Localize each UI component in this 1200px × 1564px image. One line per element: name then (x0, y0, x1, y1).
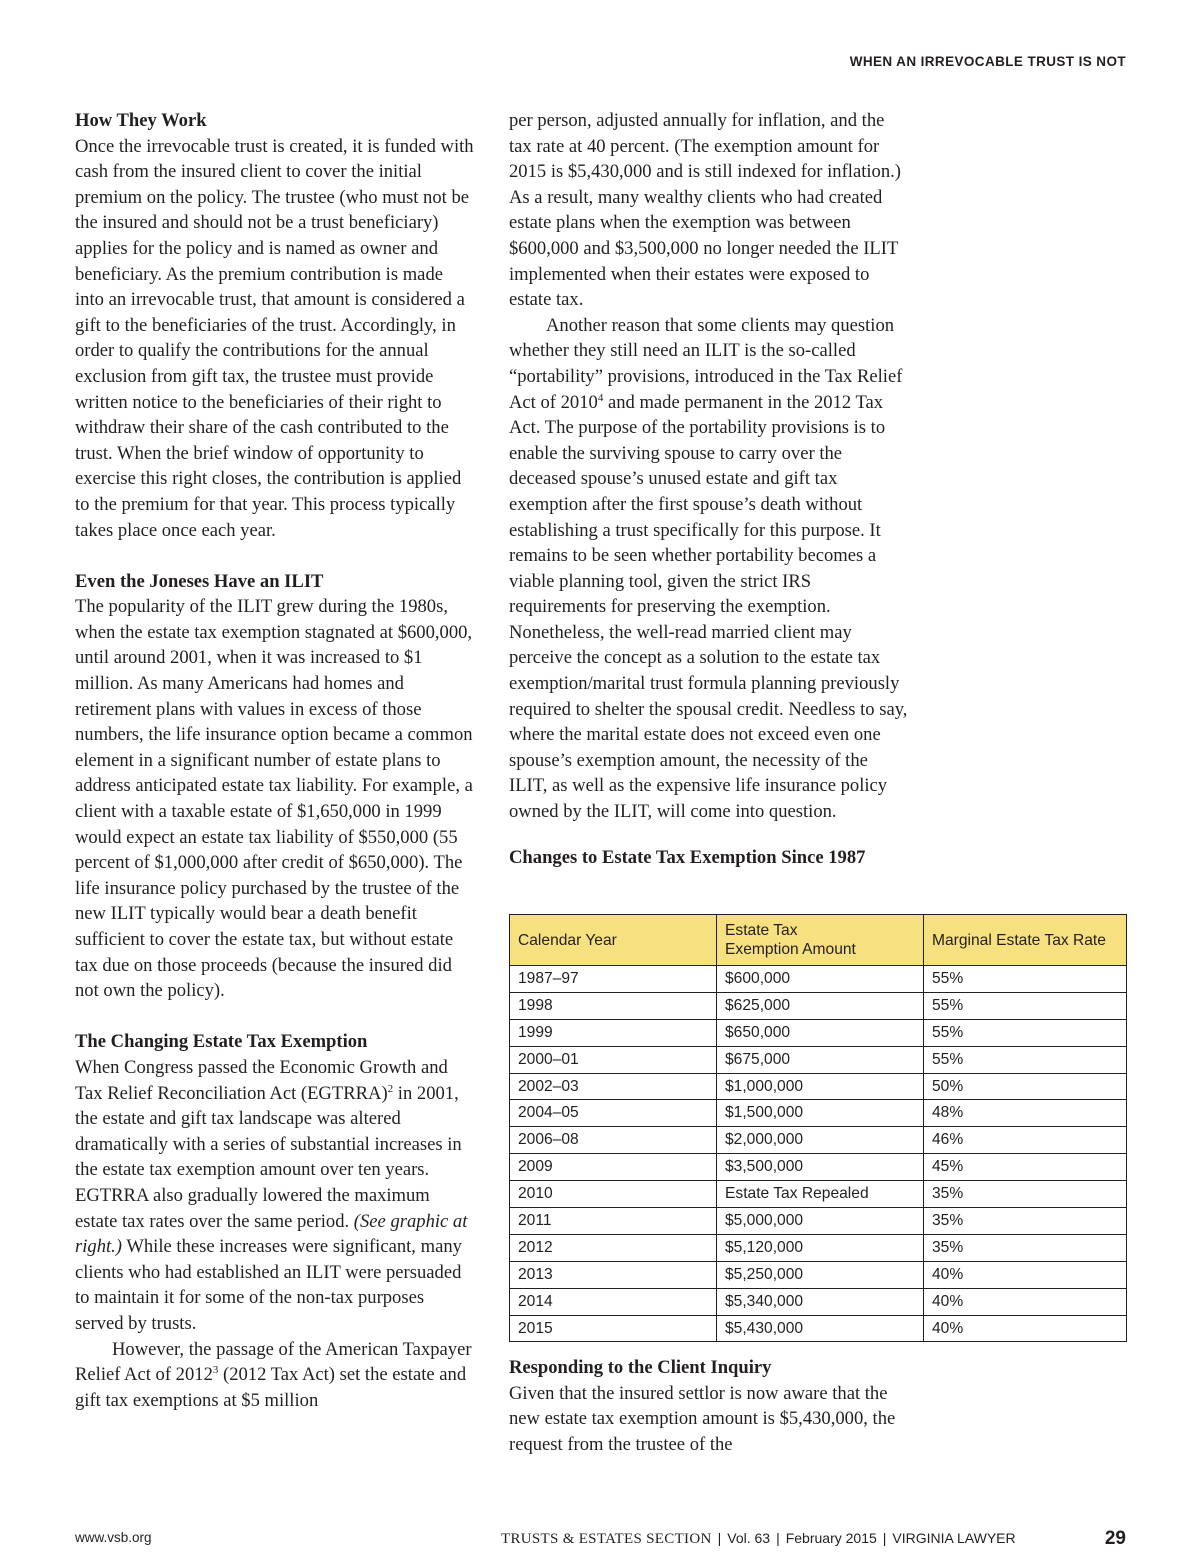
table-header-row (510, 915, 1127, 966)
header-exemption-amount (717, 915, 924, 966)
cell-exemption: $5,340,000 (717, 1288, 924, 1315)
table-row (510, 1234, 1127, 1261)
cell-exemption: $2,000,000 (717, 1127, 924, 1154)
header-calendar-year: Calendar Year (510, 915, 717, 966)
cell-year: 2009 (510, 1154, 717, 1181)
cell-exemption: $5,250,000 (717, 1261, 924, 1288)
cell-year: 2013 (510, 1261, 717, 1288)
cell-exemption: $1,000,000 (717, 1073, 924, 1100)
header-tax-rate: Marginal Estate Tax Rate (924, 915, 1127, 966)
table-row (510, 1127, 1127, 1154)
cell-rate: 40% (924, 1261, 1127, 1288)
cell-exemption: $5,120,000 (717, 1234, 924, 1261)
footnote-ref-2[interactable]: 2 (387, 1082, 394, 1095)
cell-year: 2010 (510, 1181, 717, 1208)
footer-info: TRUSTS & ESTATES SECTION | Vol. 63 | February 2015 | VIRGINIA LAWYER (501, 1530, 1016, 1547)
cell-year: 2011 (510, 1208, 717, 1235)
cell-exemption: $600,000 (717, 966, 924, 993)
cell-rate: 55% (924, 992, 1127, 1019)
footer-date: February 2015 (785, 1530, 877, 1546)
footnote-ref-3[interactable]: 3 (212, 1364, 219, 1377)
table-row (510, 1208, 1127, 1235)
footer-publication: VIRGINIA LAWYER (892, 1530, 1016, 1546)
paragraph-portability: Another reason that some clients may question whether they still need an ILIT is the so-called “portability” provisions, introduced in the Tax Relief Act of 2010$^4$ and made permanent in the 2012 Tax Act. The purpose of the portability provisions is to enable the surviving spouse to carry over the deceased spouse’s unused estate and gift tax exemption after the first spouse’s death without establishing a trust specifically for this purpose. It remains to be seen whether portability becomes a viable planning tool, given the strict IRS requirements for preserving the exemption. Nonetheless, the well-read married client may perceive the concept as a solution to the estate tax exemption/marital trust formula planning previously required to shelter the spousal credit. Needless to say, where the marital estate does not exceed even one spouse’s exemption amount, the necessity of the ILIT, as well as the expensive life insurance policy owned by the ILIT, will come into question. (509, 314, 908, 823)
paragraph-2012-tax-act: However, the passage of the American Taxpayer Relief Act of 2012$^3$ (2012 Tax Act) set the estate and gift tax exemptions at $5 million (75, 1338, 472, 1411)
cell-year: 1998 (510, 992, 717, 1019)
cell-rate: 46% (924, 1127, 1127, 1154)
table-row (510, 1073, 1127, 1100)
cell-rate: 35% (924, 1181, 1127, 1208)
right-column (509, 108, 909, 870)
cell-exemption: $675,000 (717, 1046, 924, 1073)
cell-year: 2012 (510, 1234, 717, 1261)
footer-volume: Vol. 63 (727, 1530, 771, 1546)
cell-year: 1987–97 (510, 966, 717, 993)
cell-year: 2015 (510, 1315, 717, 1342)
cell-year: 2000–01 (510, 1046, 717, 1073)
table-row (510, 1288, 1127, 1315)
paragraph-inflation: per person, adjusted annually for inflation, and the tax rate at 40 percent. (The exemption amount for 2015 is $5,430,000 and is still indexed for inflation.) As a result, many wealthy clients who had created estate plans when the exemption was between $600,000 and $3,500,000 no longer needed the ILIT implemented when their estates were exposed to estate tax. (509, 110, 901, 311)
cell-exemption: $625,000 (717, 992, 924, 1019)
cell-year: 2004–05 (510, 1100, 717, 1127)
cell-exemption: $650,000 (717, 1019, 924, 1046)
cell-exemption: Estate Tax Repealed (717, 1181, 924, 1208)
paragraph-joneses: The popularity of the ILIT grew during the 1980s, when the estate tax exemption stagnated at $600,000, until around 2001, when it was increased to $1 million. As many Americans had homes and retirement plans with values in excess of those numbers, the life insurance option became a common element in a significant number of estate plans to address anticipated estate tax liability. For example, a client with a taxable estate of $1,650,000 in 1999 would expect an estate tax liability of $550,000 (55 percent of $1,000,000 after credit of $650,000). The life insurance policy purchased by the trustee of the new ILIT typically would bear a death benefit sufficient to cover the estate tax, but without estate tax due on those proceeds (because the insured did not own the policy). (75, 596, 473, 1002)
table-row (510, 992, 1127, 1019)
header-exemption-label: Estate Tax Exemption Amount (725, 922, 856, 958)
footer-website[interactable]: www.vsb.org (75, 1530, 152, 1545)
table-row (510, 1100, 1127, 1127)
cell-rate: 55% (924, 966, 1127, 993)
running-head: WHEN AN IRREVOCABLE TRUST IS NOT (849, 54, 1126, 69)
cell-rate: 35% (924, 1208, 1127, 1235)
table-row (510, 1046, 1127, 1073)
table-row (510, 1315, 1127, 1342)
table-row (510, 1019, 1127, 1046)
cell-rate: 45% (924, 1154, 1127, 1181)
cell-exemption: $5,000,000 (717, 1208, 924, 1235)
cell-year: 2002–03 (510, 1073, 717, 1100)
footnote-ref-4[interactable]: 4 (597, 391, 604, 404)
responding-section (509, 1355, 909, 1457)
paragraph-egtrra: When Congress passed the Economic Growth and Tax Relief Reconciliation Act (EGTRRA)$^2$ in 2001, the estate and gift tax landscape was altered dramatically with a series of substantial increases in the estate tax exemption amount over ten years. EGTRRA also gradually lowered the maximum estate tax rates over the same period. (See graphic at right.) While these increases were significant, many clients who had established an ILIT were persuaded to maintain it for some of the non-tax purposes served by trusts. (75, 1056, 468, 1334)
paragraph-responding: Given that the insured settlor is now aware that the new estate tax exemption amount is $5,430,000, the request from the trustee of the (509, 1382, 896, 1455)
cell-year: 1999 (510, 1019, 717, 1046)
cell-rate: 50% (924, 1073, 1127, 1100)
cell-exemption: $3,500,000 (717, 1154, 924, 1181)
cell-rate: 40% (924, 1315, 1127, 1342)
graphic-reference: (See graphic at right.) (75, 1210, 468, 1258)
cell-rate: 48% (924, 1100, 1127, 1127)
page-number: 29 (1104, 1528, 1126, 1549)
cell-year: 2006–08 (510, 1127, 717, 1154)
paragraph-how-they-work: Once the irrevocable trust is created, it is funded with cash from the insured client to cover the initial premium on the policy. The trustee (who must not be the insured and should not be a trust beneficiary) applies for the policy and is named as owner and beneficiary. As the premium contribution is made into an irrevocable trust, that amount is considered a gift to the beneficiaries of the trust. Accordingly, in order to qualify the contributions for the annual exclusion from gift tax, the trustee must provide written notice to the beneficiaries of their right to withdraw their share of the cash contributed to the trust. When the brief window of opportunity to exercise this right closes, the contribution is applied to the premium for that year. This process typically takes place once each year. (75, 135, 474, 541)
cell-rate: 55% (924, 1046, 1127, 1073)
section-heading-joneses: Even the Joneses Have an ILIT (75, 570, 324, 592)
cell-rate: 55% (924, 1019, 1127, 1046)
table-title: Changes to Estate Tax Exemption Since 1987 (509, 846, 866, 868)
table-row (510, 966, 1127, 993)
section-heading-changing-exemption: The Changing Estate Tax Exemption (75, 1031, 368, 1053)
section-heading-responding: Responding to the Client Inquiry (509, 1357, 772, 1378)
table-row (510, 1154, 1127, 1181)
table-row (510, 1261, 1127, 1288)
cell-exemption: $5,430,000 (717, 1315, 924, 1342)
cell-year: 2014 (510, 1288, 717, 1315)
section-heading-how-they-work: How They Work (75, 110, 207, 131)
left-column (75, 108, 475, 1413)
footer-section: TRUSTS & ESTATES SECTION (501, 1531, 712, 1547)
cell-rate: 40% (924, 1288, 1127, 1315)
cell-rate: 35% (924, 1234, 1127, 1261)
cell-exemption: $1,500,000 (717, 1100, 924, 1127)
table-row (510, 1181, 1127, 1208)
estate-tax-table (509, 914, 1127, 1342)
